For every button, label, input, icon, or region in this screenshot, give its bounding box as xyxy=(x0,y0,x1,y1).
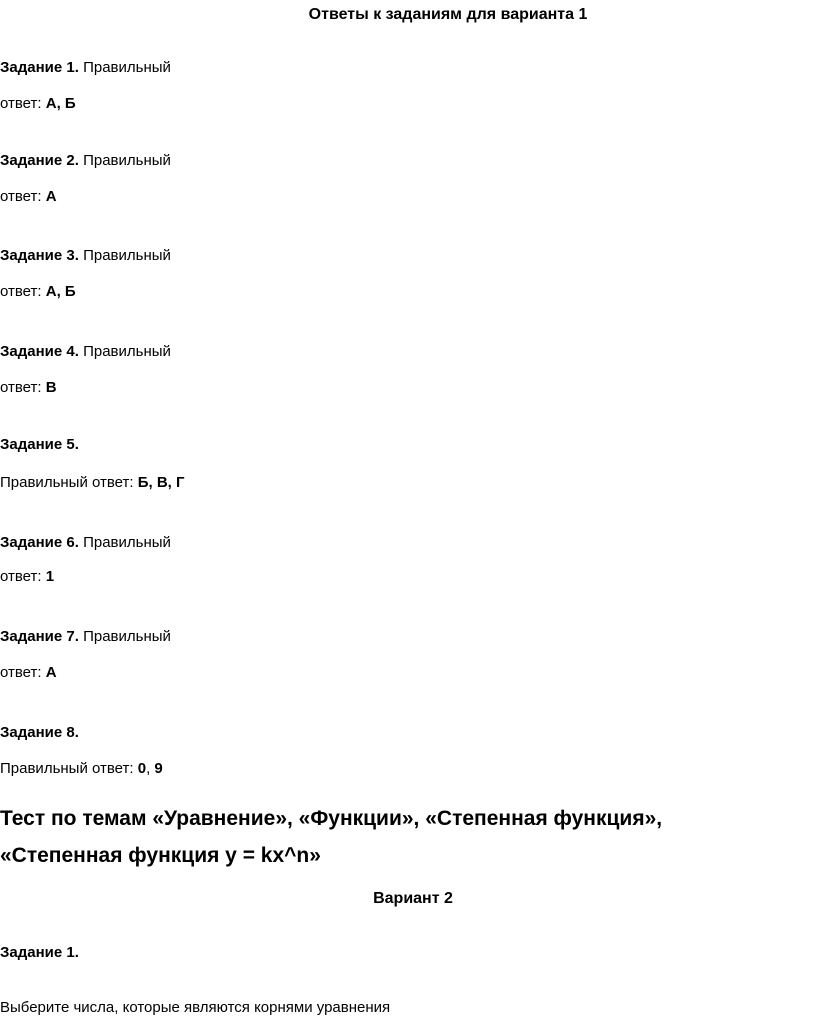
answer-8-value-a: 0 xyxy=(137,760,147,777)
answer-6-label: Задание 6. xyxy=(0,534,79,551)
answer-2-line2 xyxy=(0,188,57,205)
answer-2-text: Правильный xyxy=(83,152,171,169)
answer-7-line1 xyxy=(0,628,171,645)
answer-1-text: Правильный xyxy=(83,59,171,76)
test-heading-line2: «Степенная функция y = kx^n» xyxy=(0,844,321,867)
answer-8-line2 xyxy=(0,760,163,777)
answer-6-value: 1 xyxy=(45,568,55,585)
answer-1-prefix: ответ: xyxy=(0,95,42,112)
answer-3-text: Правильный xyxy=(83,247,171,264)
answer-8-value-b: 9 xyxy=(154,760,163,777)
answer-1-line1 xyxy=(0,59,171,76)
answers-title: Ответы к заданиям для варианта 1 xyxy=(308,6,588,23)
answer-3-line2 xyxy=(0,283,76,300)
answer-3-value: А, Б xyxy=(45,283,76,300)
answer-4-label: Задание 4. xyxy=(0,343,79,360)
answer-7-label: Задание 7. xyxy=(0,628,79,645)
answer-1-value: А, Б xyxy=(45,95,76,112)
answer-4-line1 xyxy=(0,343,171,360)
answer-3-prefix: ответ: xyxy=(0,283,42,300)
answer-6-line1 xyxy=(0,534,171,551)
answer-2-line1 xyxy=(0,152,171,169)
task-1-text: Выберите числа, которые являются корнями уравнения xyxy=(0,999,391,1016)
answer-5-line2 xyxy=(0,474,185,491)
answer-6-text: Правильный xyxy=(83,534,171,551)
answer-2-label: Задание 2. xyxy=(0,152,79,169)
answer-6-line2 xyxy=(0,568,54,585)
answer-3-label: Задание 3. xyxy=(0,247,79,264)
answer-4-text: Правильный xyxy=(83,343,171,360)
answer-5-label: Задание 5. xyxy=(0,436,79,453)
answer-5-value: Б, В, Г xyxy=(137,474,185,491)
answer-8-label: Задание 8. xyxy=(0,724,79,741)
answer-7-value: А xyxy=(45,664,57,681)
answer-6-prefix: ответ: xyxy=(0,568,42,585)
answer-1-line2 xyxy=(0,95,76,112)
variant-title: Вариант 2 xyxy=(373,890,453,907)
answer-7-prefix: ответ: xyxy=(0,664,42,681)
answer-5-prefix: Правильный ответ: xyxy=(0,474,134,491)
answer-4-line2 xyxy=(0,379,57,396)
answer-4-prefix: ответ: xyxy=(0,379,42,396)
answer-4-value: В xyxy=(45,379,57,396)
answer-7-text: Правильный xyxy=(83,628,171,645)
test-heading-line1: Тест по темам «Уравнение», «Функции», «Степенная функция», xyxy=(0,807,663,830)
answer-5-line1 xyxy=(0,436,79,453)
answer-2-value: А xyxy=(45,188,57,205)
answer-8-prefix: Правильный ответ: xyxy=(0,760,134,777)
answer-7-line2 xyxy=(0,664,57,681)
answer-2-prefix: ответ: xyxy=(0,188,42,205)
answer-8-line1 xyxy=(0,724,79,741)
task-1-label: Задание 1. xyxy=(0,944,79,961)
answer-1-label: Задание 1. xyxy=(0,59,79,76)
answer-8-value-sep: , xyxy=(146,760,151,777)
answer-3-line1 xyxy=(0,247,171,264)
